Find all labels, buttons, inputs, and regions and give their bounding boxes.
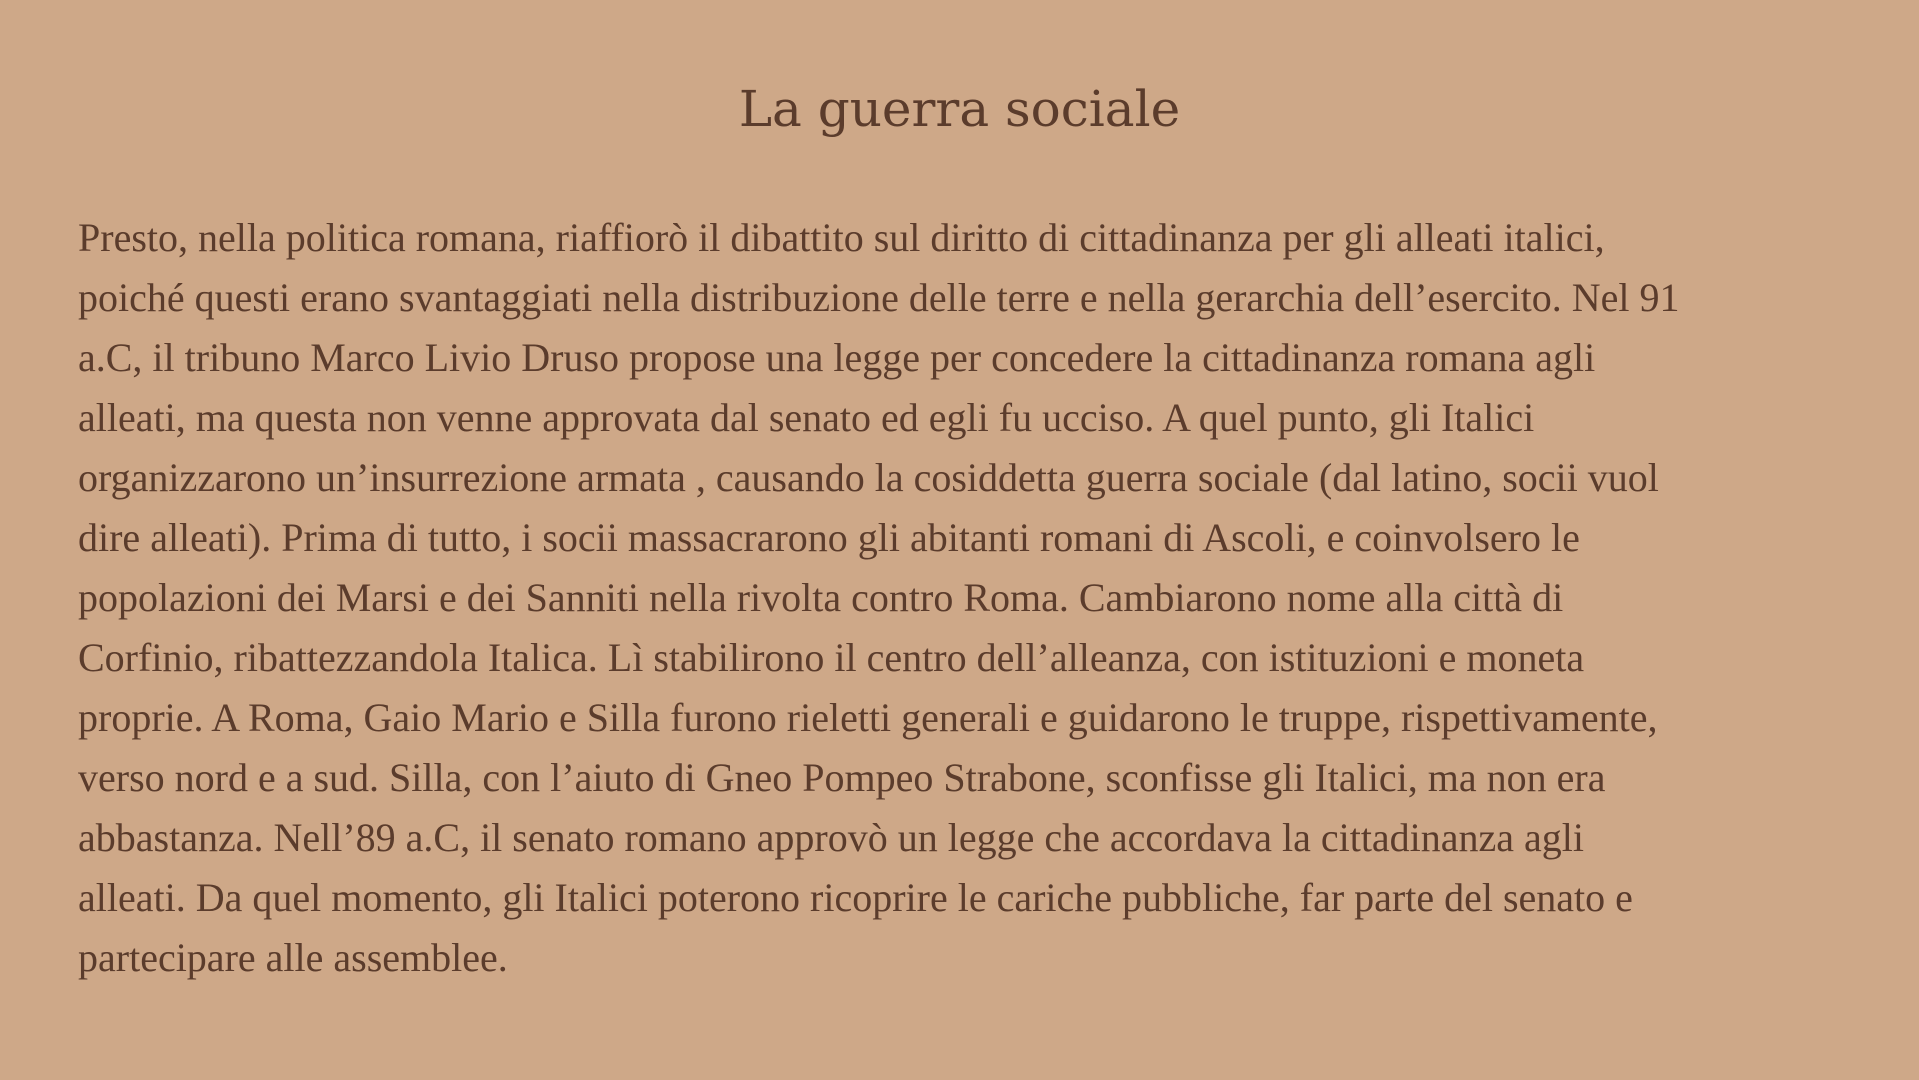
slide-title: La guerra sociale — [738, 80, 1181, 138]
paragraph-line: dire alleati). Prima di tutto, i socii massacrarono gli abitanti romani di Ascoli, e coinvolsero le — [78, 515, 1580, 560]
paragraph-line: poiché questi erano svantaggiati nella distribuzione delle terre e nella gerarchia dell’esercito. Nel 91 — [78, 275, 1680, 320]
paragraph-line: organizzarono un’insurrezione armata , causando la cosiddetta guerra sociale (dal latino, socii vuol — [78, 455, 1659, 500]
paragraph-line: abbastanza. Nell’89 a.C, il senato romano approvò un legge che accordava la cittadinanza agli — [78, 815, 1585, 860]
paragraph-line: partecipare alle assemblee. — [78, 935, 508, 980]
paragraph-line: verso nord e a sud. Silla, con l’aiuto di Gneo Pompeo Strabone, sconfisse gli Italici, ma non era — [78, 755, 1606, 800]
paragraph-line: alleati. Da quel momento, gli Italici poterono ricoprire le cariche pubbliche, far parte del senato e — [78, 875, 1633, 920]
paragraph-line: Corfinio, ribattezzandola Italica. Lì stabilirono il centro dell’alleanza, con istituzioni e moneta — [78, 635, 1585, 680]
paragraph-line: proprie. A Roma, Gaio Mario e Silla furono rieletti generali e guidarono le truppe, rispettivamente, — [78, 695, 1658, 740]
paragraph-line: a.C, il tribuno Marco Livio Druso propose una legge per concedere la cittadinanza romana agli — [78, 335, 1596, 380]
paragraph-line: popolazioni dei Marsi e dei Sanniti nella rivolta contro Roma. Cambiarono nome alla città di — [78, 575, 1564, 620]
paragraph-line: Presto, nella politica romana, riaffiorò il dibattito sul diritto di cittadinanza per gli alleati italici, — [78, 215, 1605, 260]
body-paragraph — [78, 208, 1868, 988]
paragraph-line: alleati, ma questa non venne approvata dal senato ed egli fu ucciso. A quel punto, gli Italici — [78, 395, 1535, 440]
